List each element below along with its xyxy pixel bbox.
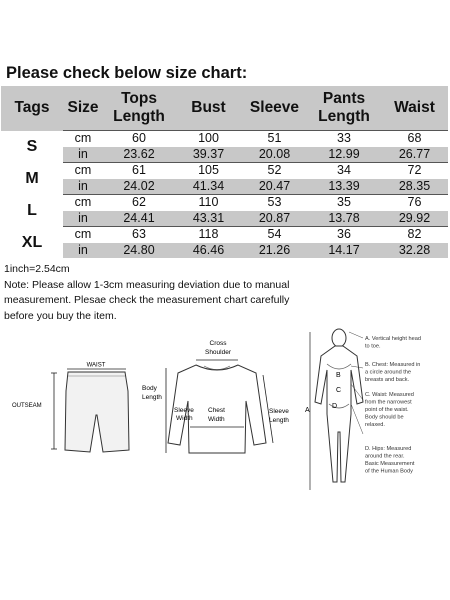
table-row xyxy=(1,131,448,147)
description-a xyxy=(365,336,421,350)
value-cell: 60 xyxy=(103,131,175,147)
notes xyxy=(4,262,444,324)
description-d xyxy=(365,446,415,475)
value-cell: 39.37 xyxy=(175,147,242,163)
body-figure-icon xyxy=(315,346,363,482)
header-cell xyxy=(103,86,175,131)
size-chart-heading: Please check below size chart: xyxy=(6,64,248,82)
value-cell: 24.41 xyxy=(103,211,175,227)
value-cell: 34 xyxy=(307,163,381,179)
value-cell: 12.99 xyxy=(307,147,381,163)
value-cell: 61 xyxy=(103,163,175,179)
size-tag: M xyxy=(1,163,63,195)
description-line: of the Human Body xyxy=(365,468,413,475)
value-cell: 20.47 xyxy=(242,179,307,195)
deviation-note-line-2: measurement. Plesae check the measurement chart carefully xyxy=(4,294,290,306)
value-cell: 76 xyxy=(381,195,448,211)
value-cell: 82 xyxy=(381,227,448,243)
table-row xyxy=(1,147,448,163)
body-diagram xyxy=(305,322,450,502)
header-text: Bust xyxy=(191,99,226,116)
sleeve-width-label-2: Width xyxy=(176,415,193,422)
header-text: Tops xyxy=(121,90,157,107)
unit-cell: in xyxy=(63,211,103,227)
header-cell xyxy=(381,86,448,131)
description-line: a circle around the xyxy=(365,369,412,376)
unit-cell: in xyxy=(63,179,103,195)
value-cell: 72 xyxy=(381,163,448,179)
shorts-diagram xyxy=(10,355,130,485)
header-text: Size xyxy=(67,99,99,116)
header-text: Waist xyxy=(394,99,435,116)
value-cell: 54 xyxy=(242,227,307,243)
description-line: Body should be xyxy=(365,414,404,421)
sleeve-length-label-2: Length xyxy=(269,417,289,424)
value-cell: 32.28 xyxy=(381,243,448,259)
description-line: breasts and back. xyxy=(365,377,410,383)
body-letter-d: D xyxy=(332,403,338,410)
unit-cell: cm xyxy=(63,163,103,179)
conversion-note: 1inch=2.54cm xyxy=(4,263,70,275)
deviation-note-line-1: Note: Please allow 1-3cm measuring deviation due to manual xyxy=(4,278,290,291)
size-tag: L xyxy=(1,195,63,227)
sleeve-length-label-1: Sleeve xyxy=(269,408,289,415)
table-row xyxy=(1,179,448,195)
value-cell: 20.08 xyxy=(242,147,307,163)
header-cell xyxy=(175,86,242,131)
value-cell: 46.46 xyxy=(175,243,242,259)
unit-cell: in xyxy=(63,243,103,259)
description-line: C. Waist: Measured xyxy=(365,392,414,398)
value-cell: 23.62 xyxy=(103,147,175,163)
description-line: A. Vertical height head xyxy=(365,336,421,342)
description-b xyxy=(365,362,420,383)
value-cell: 43.31 xyxy=(175,211,242,227)
unit-cell: cm xyxy=(63,227,103,243)
value-cell: 62 xyxy=(103,195,175,211)
description-line: relaxed. xyxy=(365,422,385,428)
value-cell: 21.26 xyxy=(242,243,307,259)
value-cell: 13.78 xyxy=(307,211,381,227)
value-cell: 26.77 xyxy=(381,147,448,163)
header-cell xyxy=(63,86,103,131)
header-cell xyxy=(1,86,63,131)
value-cell: 105 xyxy=(175,163,242,179)
description-line: D. Hips: Measured xyxy=(365,446,412,452)
table-row xyxy=(1,195,448,211)
value-cell: 20.87 xyxy=(242,211,307,227)
unit-cell: in xyxy=(63,147,103,163)
description-line: to toe. xyxy=(365,343,381,350)
description-line: point of the waist. xyxy=(365,407,409,413)
value-cell: 33 xyxy=(307,131,381,147)
sleeve-width-label-1: Sleeve xyxy=(174,407,194,414)
description-line: around the rear. xyxy=(365,453,405,460)
table-row xyxy=(1,227,448,243)
header-text: Tags xyxy=(14,99,50,117)
value-cell: 118 xyxy=(175,227,242,243)
body-letter-b: B xyxy=(336,372,341,379)
description-line: from the narrowest xyxy=(365,399,412,406)
outseam-label: OUTSEAM xyxy=(12,403,42,409)
body-letter-c: C xyxy=(336,387,342,394)
shorts-icon xyxy=(65,372,129,452)
value-cell: 68 xyxy=(381,131,448,147)
unit-cell: cm xyxy=(63,195,103,211)
value-cell: 24.02 xyxy=(103,179,175,195)
value-cell: 41.34 xyxy=(175,179,242,195)
size-chart-table xyxy=(1,86,448,258)
value-cell: 24.80 xyxy=(103,243,175,259)
top-diagram xyxy=(138,335,298,465)
chest-width-label-1: Chest xyxy=(208,407,225,414)
value-cell: 28.35 xyxy=(381,179,448,195)
table-header-row xyxy=(1,86,448,131)
deviation-note-line-3: before you buy the item. xyxy=(4,309,117,322)
value-cell: 52 xyxy=(242,163,307,179)
description-line: B. Chest: Measured in xyxy=(365,362,421,368)
value-cell: 35 xyxy=(307,195,381,211)
header-text: Length xyxy=(113,108,165,125)
table-row xyxy=(1,211,448,227)
description-line: Basic Measurement xyxy=(365,461,415,467)
body-letter-a: A xyxy=(305,407,310,414)
header-text: Length xyxy=(318,108,370,125)
value-cell: 14.17 xyxy=(307,243,381,259)
head-icon xyxy=(332,329,346,347)
cross-shoulder-label-2: Shoulder xyxy=(204,349,232,356)
header-text: Sleeve xyxy=(249,99,300,116)
value-cell: 51 xyxy=(242,131,307,147)
size-tag: S xyxy=(1,131,63,163)
value-cell: 29.92 xyxy=(381,211,448,227)
body-length-label-2: Length xyxy=(142,394,162,401)
table-row xyxy=(1,243,448,259)
unit-cell: cm xyxy=(63,131,103,147)
cross-shoulder-label-1: Cross xyxy=(209,340,227,347)
value-cell: 110 xyxy=(175,195,242,211)
body-length-label-1: Body xyxy=(142,385,157,392)
header-cell xyxy=(242,86,307,131)
value-cell: 100 xyxy=(175,131,242,147)
description-c xyxy=(365,392,414,428)
waist-label: WAIST xyxy=(86,362,106,369)
header-cell xyxy=(307,86,381,131)
value-cell: 36 xyxy=(307,227,381,243)
chest-width-label-2: Width xyxy=(208,416,225,423)
size-tag: XL xyxy=(1,227,63,259)
value-cell: 13.39 xyxy=(307,179,381,195)
header-text: Pants xyxy=(322,90,366,107)
value-cell: 53 xyxy=(242,195,307,211)
value-cell: 63 xyxy=(103,227,175,243)
table-row xyxy=(1,163,448,179)
